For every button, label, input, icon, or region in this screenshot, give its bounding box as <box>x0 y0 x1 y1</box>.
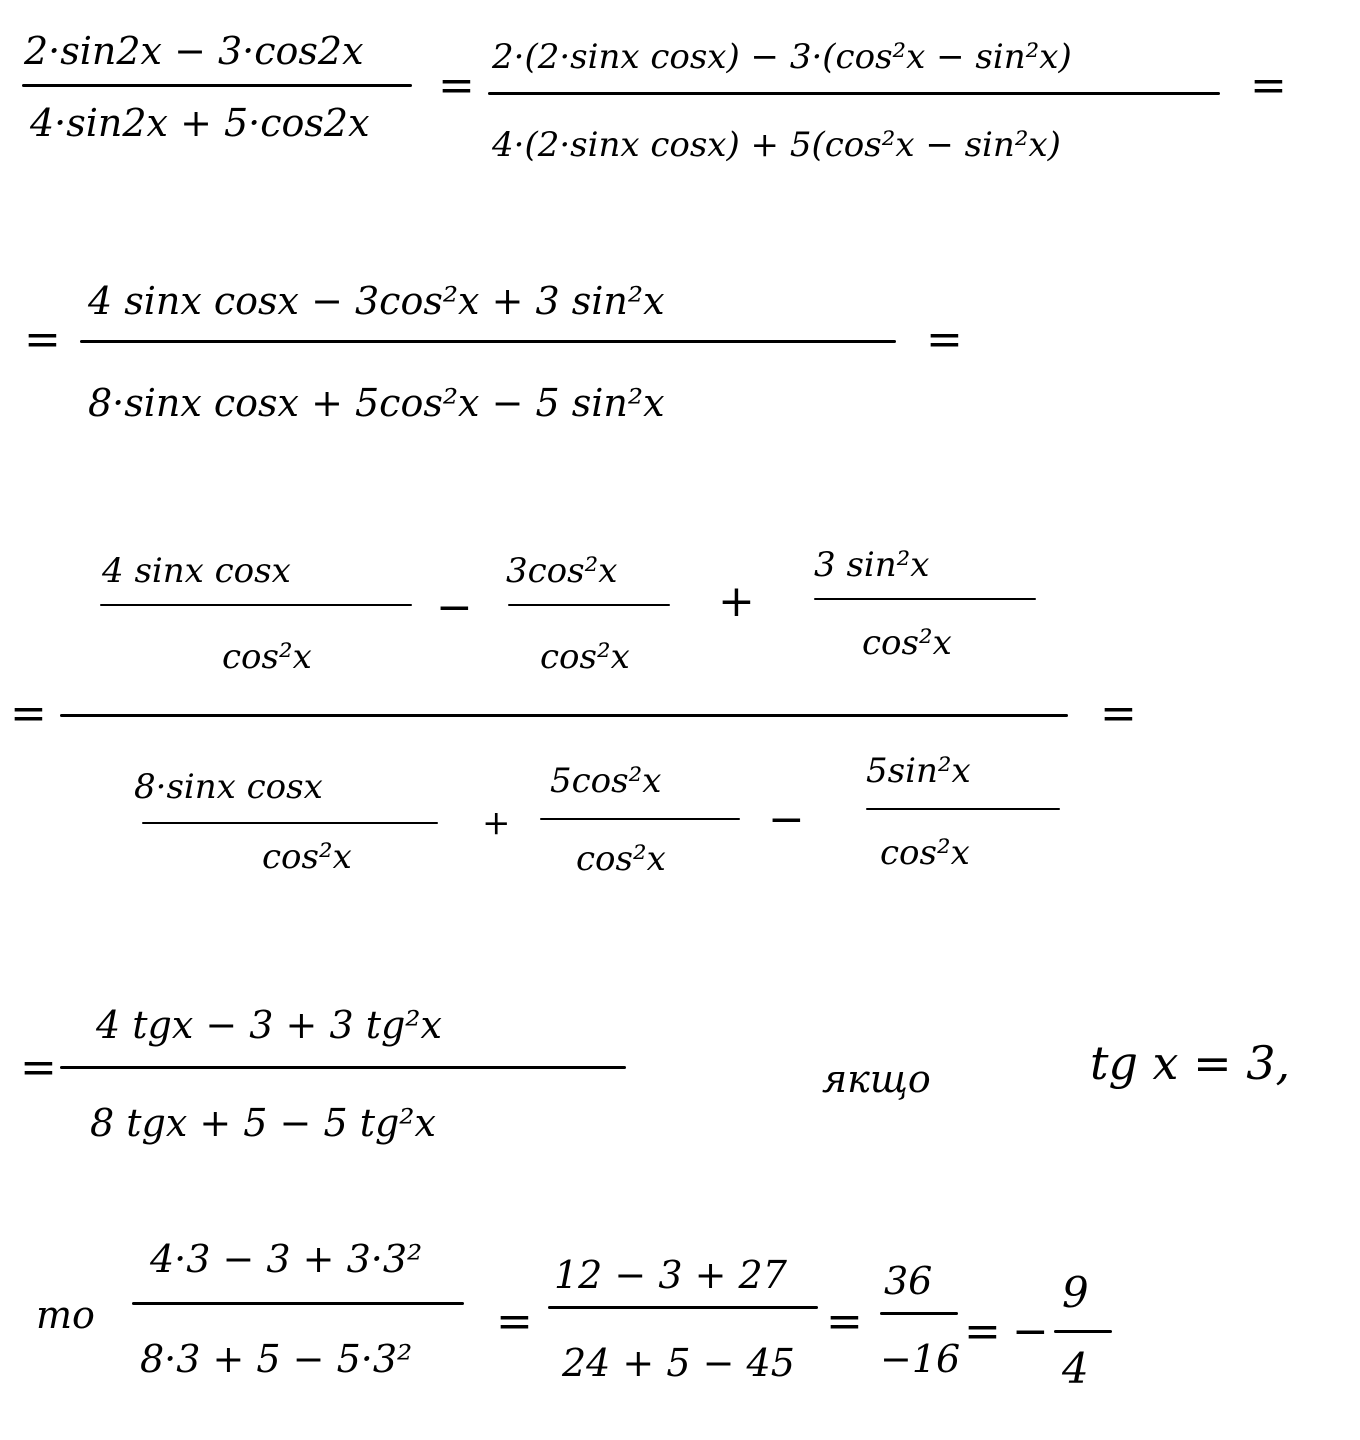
equals-sign: = <box>438 60 475 111</box>
plus-sign: + <box>718 576 755 627</box>
step1-left-fraction-bar <box>22 84 412 87</box>
step1-left-denominator: 4·sin2x + 5·cos2x <box>30 101 370 145</box>
step3-bottom-frac3-bar <box>866 808 1060 810</box>
step5-frac1-denominator: 8·3 + 5 − 5·3² <box>140 1337 413 1381</box>
step3-top-frac3-denominator: cos²x <box>862 623 952 663</box>
result-fraction-bar <box>1054 1330 1112 1333</box>
step5-frac1-numerator: 4·3 − 3 + 3·3² <box>150 1237 423 1281</box>
step1-right-denominator: 4·(2·sinx cosx) + 5(cos²x − sin²x) <box>492 125 1061 165</box>
step5-frac2-denominator: 24 + 5 − 45 <box>562 1341 795 1385</box>
step5-frac3-bar <box>880 1312 958 1315</box>
step3-bottom-frac2-bar <box>540 818 740 820</box>
result-numerator: 9 <box>1062 1268 1089 1317</box>
conclusion-word: то <box>36 1293 95 1337</box>
condition-word: якщо <box>822 1057 931 1101</box>
equals-sign: = <box>10 688 47 739</box>
step3-top-frac3-bar <box>814 598 1036 600</box>
step2-denominator: 8·sinx cosx + 5cos²x − 5 sin²x <box>88 381 665 425</box>
equals-sign: = <box>1100 688 1137 739</box>
equals-sign: = <box>964 1306 1001 1357</box>
step2-fraction-bar <box>80 340 896 343</box>
result-denominator: 4 <box>1062 1344 1089 1393</box>
step3-bottom-frac1-numerator: 8·sinx cosx <box>134 767 323 807</box>
step1-left-numerator: 2·sin2x − 3·cos2x <box>24 29 364 73</box>
step4-fraction-bar <box>60 1066 626 1069</box>
step3-top-frac3-numerator: 3 sin²x <box>814 545 930 585</box>
step3-bottom-frac2-denominator: cos²x <box>576 839 666 879</box>
step3-main-fraction-bar <box>60 714 1068 717</box>
step3-bottom-frac1-bar <box>142 822 438 824</box>
step3-top-frac1-numerator: 4 sinx cosx <box>102 551 291 591</box>
step3-top-frac1-bar <box>100 604 412 606</box>
equals-sign: = <box>926 314 963 365</box>
step1-right-fraction-bar <box>488 92 1220 95</box>
step3-bottom-frac3-denominator: cos²x <box>880 833 970 873</box>
step3-top-frac2-bar <box>508 604 670 606</box>
step3-bottom-frac1-denominator: cos²x <box>262 837 352 877</box>
equals-sign: = <box>20 1042 57 1093</box>
equals-sign: = <box>1250 60 1287 111</box>
minus-sign: − <box>768 794 805 845</box>
step4-denominator: 8 tgx + 5 − 5 tg²x <box>90 1101 436 1145</box>
equals-sign: = <box>24 314 61 365</box>
step5-frac2-bar <box>548 1306 818 1309</box>
step3-top-frac2-denominator: cos²x <box>540 637 630 677</box>
step3-bottom-frac2-numerator: 5cos²x <box>550 761 662 801</box>
minus-sign: − <box>436 582 473 633</box>
condition-expression: tg x = 3, <box>1090 1036 1291 1090</box>
step5-frac3-denominator: −16 <box>880 1337 961 1381</box>
equals-sign: = <box>496 1296 533 1347</box>
equals-sign: = <box>826 1296 863 1347</box>
plus-sign: + <box>482 803 511 843</box>
step5-frac2-numerator: 12 − 3 + 27 <box>554 1253 787 1297</box>
step5-frac3-numerator: 36 <box>884 1259 933 1303</box>
step2-numerator: 4 sinx cosx − 3cos²x + 3 sin²x <box>88 279 665 323</box>
step1-right-numerator: 2·(2·sinx cosx) − 3·(cos²x − sin²x) <box>492 37 1072 77</box>
step3-top-frac1-denominator: cos²x <box>222 637 312 677</box>
step4-numerator: 4 tgx − 3 + 3 tg²x <box>96 1003 442 1047</box>
minus-sign: − <box>1012 1306 1049 1357</box>
step5-frac1-bar <box>132 1302 464 1305</box>
step3-bottom-frac3-numerator: 5sin²x <box>866 751 971 791</box>
step3-top-frac2-numerator: 3cos²x <box>506 551 618 591</box>
